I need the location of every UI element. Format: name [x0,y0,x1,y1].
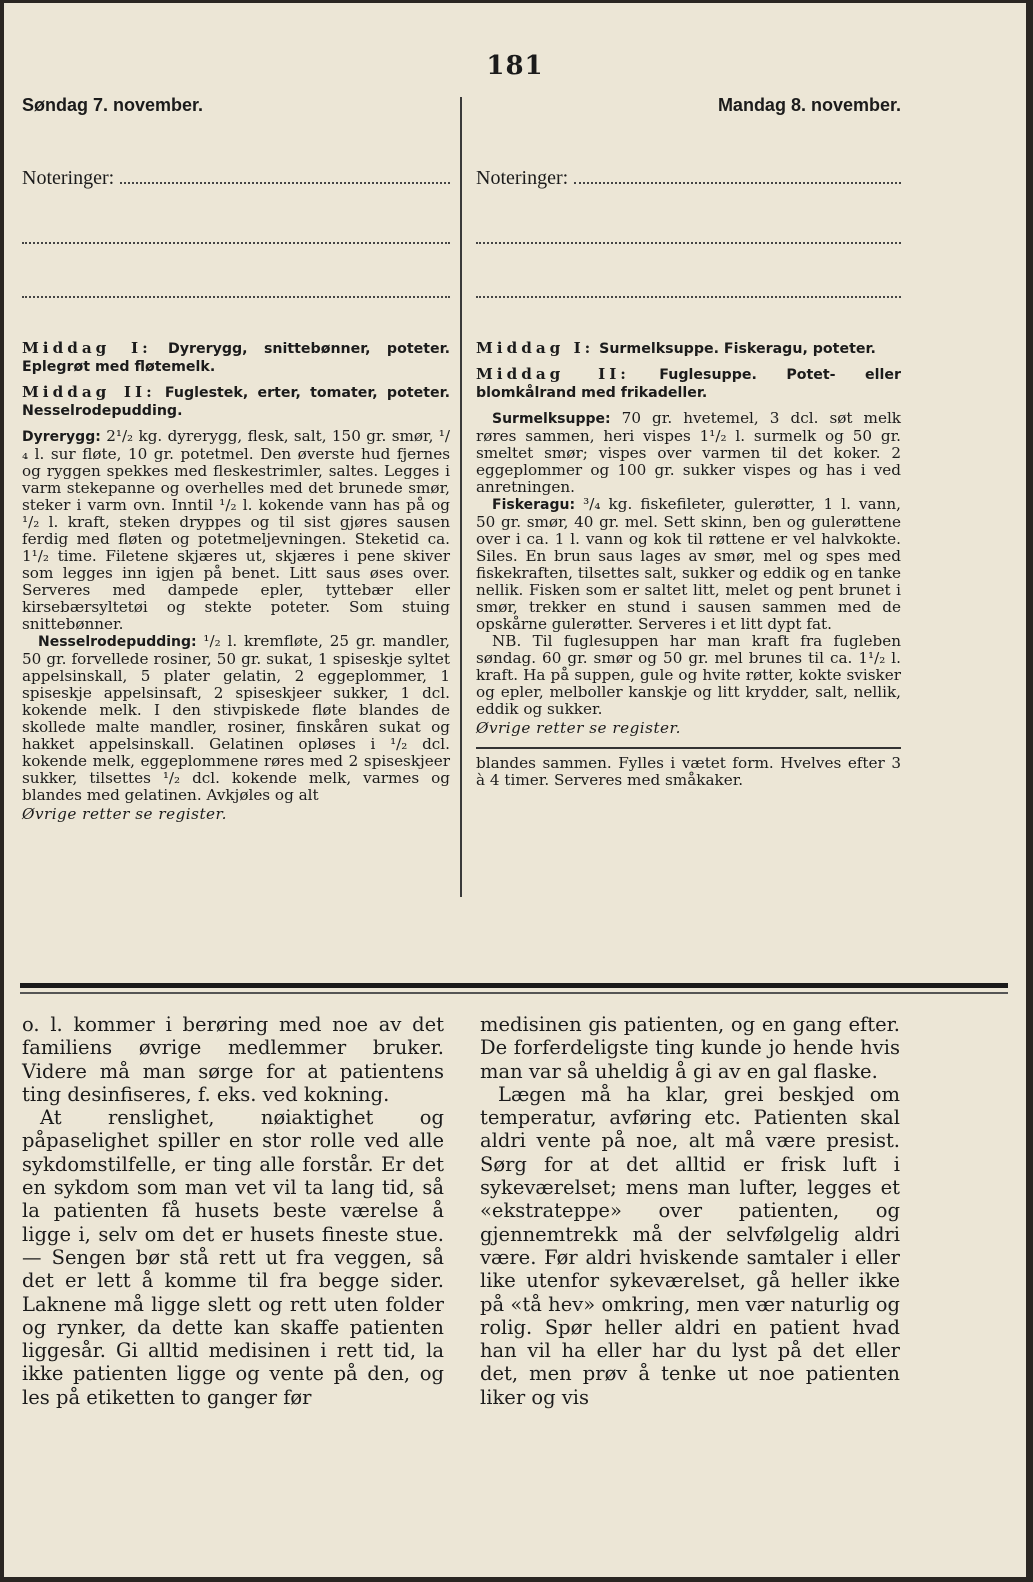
nb-label: NB. [492,632,522,650]
dotted-line [476,294,901,298]
day-header-sunday: Søndag 7. november. [22,95,204,115]
recipe-text: 2¹/₂ kg. dyrerygg, flesk, salt, 150 gr. smør, ¹/₄ l. sur fløte, 10 gr. potetmel. Den øverste hud fjernes og ryggen spekkes med fleskestrimler, saltes. Legges i varm stekepanne og overhelles med det brunede smør, steker i varm ovn. Inntil ¹/₂ l. kokende vann has på og ¹/₂ l. kraft, steken dryppes og til sist gjøres sausen ferdig med fløten og potetmeljevningen. Steketid ca. 1¹/₂ time. Filetene skjæres ut, skjæres i pene skiver som legges inn igjen på benet. Litt saus øses over. Serveres med dampede epler, tyttebær eller kirsebærsyltetøi og stekte poteter. Som stuing snittebønner. [22,427,451,633]
dotted-line [22,294,450,298]
continuation-text: blandes sammen. Fylles i vætet form. Hvelves efter 3 à 4 timer. Serveres med småkaker. [476,754,901,789]
recipe-name: Surmelksuppe: [492,411,611,427]
paragraph: o. l. kommer i berøring med noe av det familiens øvrige medlemmer bruker. Videre må man sørge for at patientens ting desinfiseres, f. eks. ved kokning. [22,1013,444,1106]
section-rule-thin [20,992,1008,994]
menu-text: Fuglestek, erter, tomater, poteter. Nesselrodepudding. [22,385,451,419]
continuation-rule [476,747,901,749]
menu-text: Dyrerygg, snittebønner, poteter. Eplegrøt med fløtemelk. [22,341,451,375]
dotted-line [22,240,450,244]
page-number: 181 [486,51,544,81]
right-column [476,91,901,789]
paragraph: At renslighet, nøiaktighet og påpaselighet spiller en stor rolle ved alle sykdomstilfelle, er ting alle forstår. Er det en sykdom som man vet vil ta lang tid, så la patienten få husets beste værelse å ligge i, selv om det er husets fineste stue. — Sengen bør stå rett ut fra veggen, så det er lett å komme til fra begge sider. Laknene må ligge slett og rett uten folder og rynker, da dette kan skaffe patienten liggesår. Gi alltid medisinen i rett tid, la ikke patienten ligge og vente på den, og les på etiketten to ganger før [22,1106,444,1409]
recipe-name: Dyrerygg: [22,429,101,445]
dotted-line [476,240,901,244]
menu-line-1 [476,340,901,358]
recipe-fiskeragu [476,496,901,633]
body-text-left [22,1013,444,1409]
column-divider [460,97,462,897]
notes-field-right [476,167,901,190]
menu-line-1 [22,340,450,376]
menu-key: Middag II: [22,383,156,401]
notes-label: Noteringer: [476,167,569,189]
section-rule [20,983,1008,988]
recipe-text: 70 gr. hvetemel, 3 dcl. søt melk røres sammen, heri vispes 1¹/₂ l. surmelk og 50 gr. smeltet smør; vispes over varmen til det koker. 2 eggeplommer og 100 gr. sukker vispes og has i ved anretningen. [476,409,902,496]
register-note: Øvrige retter se register. [22,805,227,823]
paragraph: medisinen gis patienten, og en gang efter. De forferdeligste ting kunde jo hende hvis man var så uheldig å gi av en gal flaske. [480,1013,900,1083]
recipe-name: Nesselrodepudding: [38,634,197,650]
left-column [22,91,450,823]
day-header-monday: Mandag 8. november. [717,95,901,115]
recipe-text: ¹/₂ l. kremfløte, 25 gr. mandler, 50 gr. forvellede rosiner, 50 gr. sukat, 1 spiseskje syltet appelsinskall, 5 plater gelatin, 2 eggeplommer, 1 spiseskje appelsinsaft, 2 spiseskjeer sukker, 1 dcl. kokende melk. I den stivpiskede fløte blandes de skollede malte mandler, rosiner, finskåren sukat og hakket appelsinskall. Gelatinen opløses i ¹/₂ dcl. kokende melk, eggeplommene røres med 2 spiseskjeer sukker, tilsettes ¹/₂ dcl. kokende melk, varmes og blandes med gelatinen. Avkjøles og alt [22,632,450,804]
recipe-block-right [476,340,901,789]
recipe-text: ³/₄ kg. fiskefileter, gulerøtter, 1 l. vann, 50 gr. smør, 40 gr. mel. Sett skinn, ben og gulerøttene over i ca. 1 l. vann og kok til røttene er vel halvkokte. Siles. En brun saus lages av smør, mel og spes med fiskekraften, tilsettes salt, sukker og eddik og en tanke nellik. Fisken som er saltet litt, melet og pent brunet i smør, trekker en stund i sausen sammen med de opskårne gulerøtter. Serveres i et litt dypt fat. [476,495,901,633]
recipe-nesselrodepudding [22,633,450,804]
nb-note [476,633,901,718]
menu-text: Fuglesuppe. Potet- eller blomkålrand med frikadeller. [476,367,901,401]
notes-field-left [22,167,450,190]
recipe-name: Fiskeragu: [492,497,576,513]
recipe-block-left [22,340,450,823]
menu-text: Surmelksuppe. Fiskeragu, poteter. [599,341,876,357]
dotted-line [574,168,901,184]
menu-key: Middag II: [476,365,630,383]
menu-line-2 [476,366,901,402]
recipe-surmelksuppe [476,410,901,496]
paragraph: Lægen må ha klar, grei beskjed om temperatur, avføring etc. Patienten skal aldri vente på noe, alt må være presist. Sørg for at det alltid er frisk luft i sykeværelset; mens man lufter, legges et «ekstrateppe» over patienten, og gjennemtrekk må der selvfølgelig aldri være. Før aldri hviskende samtaler i eller like utenfor sykeværelset, gå heller ikke på «tå hev» omkring, men vær naturlig og rolig. Spør heller aldri en patient hvad han vil ha eller har du lyst på det eller det, men prøv å tenke ut noe patienten liker og vis [480,1082,900,1409]
recipe-dyrerygg [22,428,450,633]
nb-text: Til fuglesuppen har man kraft fra fugleben søndag. 60 gr. smør og 50 gr. mel brunes til ca. 1¹/₂ l. kraft. Ha på suppen, gule og hvite røtter, kokte svisker og epler, melboller kanskje og litt krydder, salt, nellik, eddik og sukker. [476,632,902,718]
book-page [4,3,1026,1577]
menu-key: Middag I: [476,339,595,357]
menu-key: Middag I: [22,339,152,357]
menu-line-2 [22,384,450,420]
notes-label: Noteringer: [22,167,115,189]
register-note: Øvrige retter se register. [476,719,681,737]
dotted-line [120,168,450,184]
body-text-right [480,1013,900,1409]
